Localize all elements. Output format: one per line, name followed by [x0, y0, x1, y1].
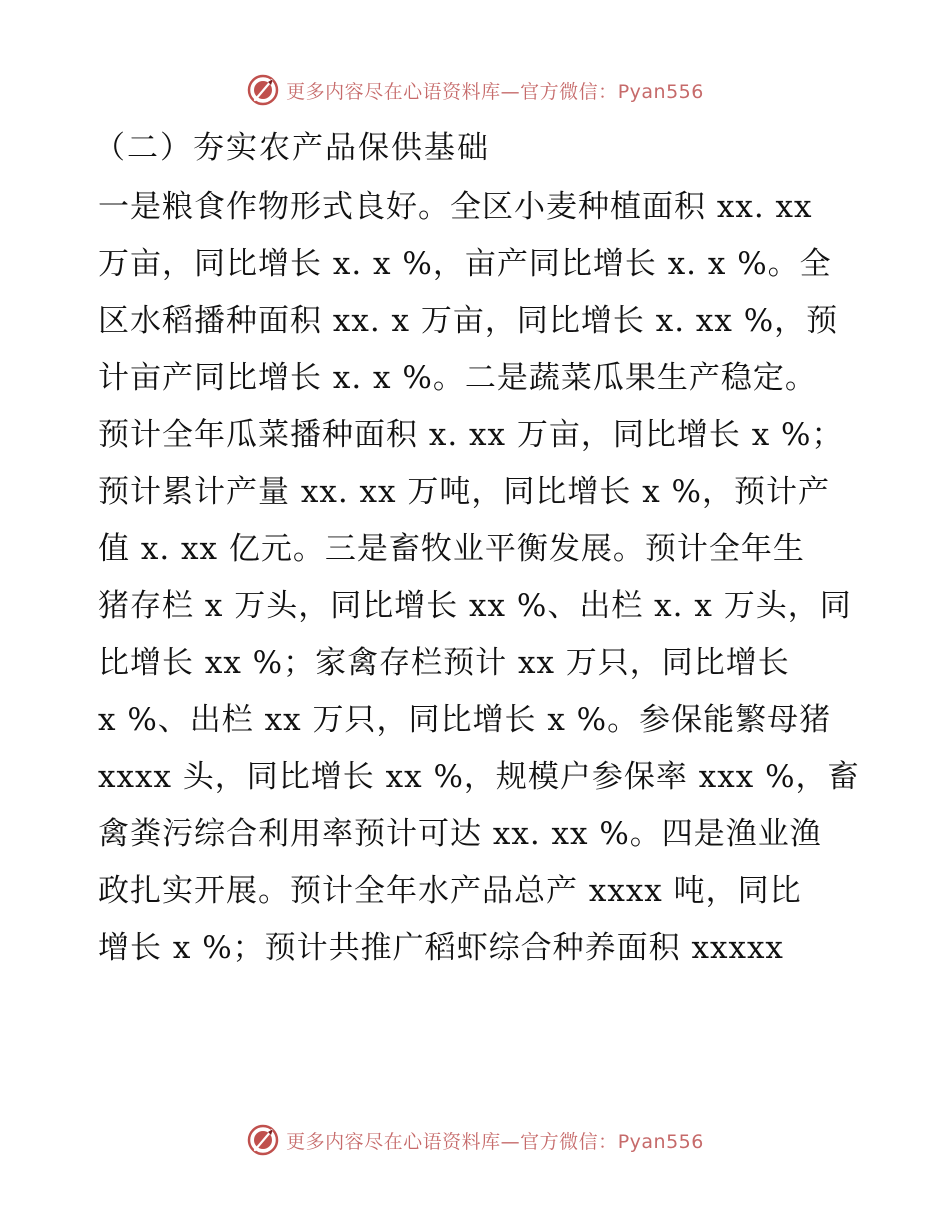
watermark-main: 更多内容尽在心语资料库 [286, 1130, 501, 1153]
text-line: 禽粪污综合利用率预计可达 xx. xx %。四是渔业渔 [98, 816, 822, 852]
watermark-main: 更多内容尽在心语资料库 [286, 80, 501, 103]
body-paragraph [98, 179, 858, 977]
text-line: 政扎实开展。预计全年水产品总产 xxxx 吨，同比 [98, 873, 802, 909]
watermark-text [286, 1127, 704, 1154]
quill-seal-icon [246, 73, 280, 107]
text-line: 猪存栏 x 万头，同比增长 xx %、出栏 x. x 万头，同 [98, 588, 852, 624]
section-heading: （二）夯实农产品保供基础 [94, 130, 490, 166]
text-line: 计亩产同比增长 x. x %。二是蔬菜瓜果生产稳定。 [98, 360, 817, 396]
text-line: 预计全年瓜菜播种面积 x. xx 万亩，同比增长 x %； [98, 417, 844, 453]
header-watermark [0, 70, 950, 110]
footer-watermark [0, 1120, 950, 1160]
watermark-text [286, 77, 704, 104]
quill-seal-icon [246, 1123, 280, 1157]
text-line: 区水稻播种面积 xx. x 万亩，同比增长 x. xx %，预 [98, 303, 839, 339]
watermark-label: 官方微信： [520, 80, 618, 103]
watermark-group [246, 73, 704, 107]
watermark-dash: — [500, 80, 521, 103]
text-line: x %、出栏 xx 万只，同比增长 x %。参保能繁母猪 [98, 702, 832, 738]
text-line: 一是粮食作物形式良好。全区小麦种植面积 xx. xx [98, 189, 813, 225]
text-line: 比增长 xx %；家禽存栏预计 xx 万只，同比增长 [98, 645, 790, 681]
text-line: 预计累计产量 xx. xx 万吨，同比增长 x %，预计产 [98, 474, 830, 510]
watermark-account: Pyan556 [617, 1130, 704, 1153]
watermark-account: Pyan556 [617, 80, 704, 103]
text-line: xxxx 头，同比增长 xx %，规模户参保率 xxx %，畜 [98, 759, 860, 795]
document-body [94, 122, 860, 977]
watermark-group [246, 1123, 704, 1157]
text-line: 值 x. xx 亿元。三是畜牧业平衡发展。预计全年生 [98, 531, 805, 567]
watermark-label: 官方微信： [520, 1130, 618, 1153]
text-line: 万亩，同比增长 x. x %，亩产同比增长 x. x %。全 [98, 246, 832, 282]
text-line: 增长 x %；预计共推广稻虾综合种养面积 xxxxx [98, 930, 784, 966]
watermark-dash: — [500, 1130, 521, 1153]
